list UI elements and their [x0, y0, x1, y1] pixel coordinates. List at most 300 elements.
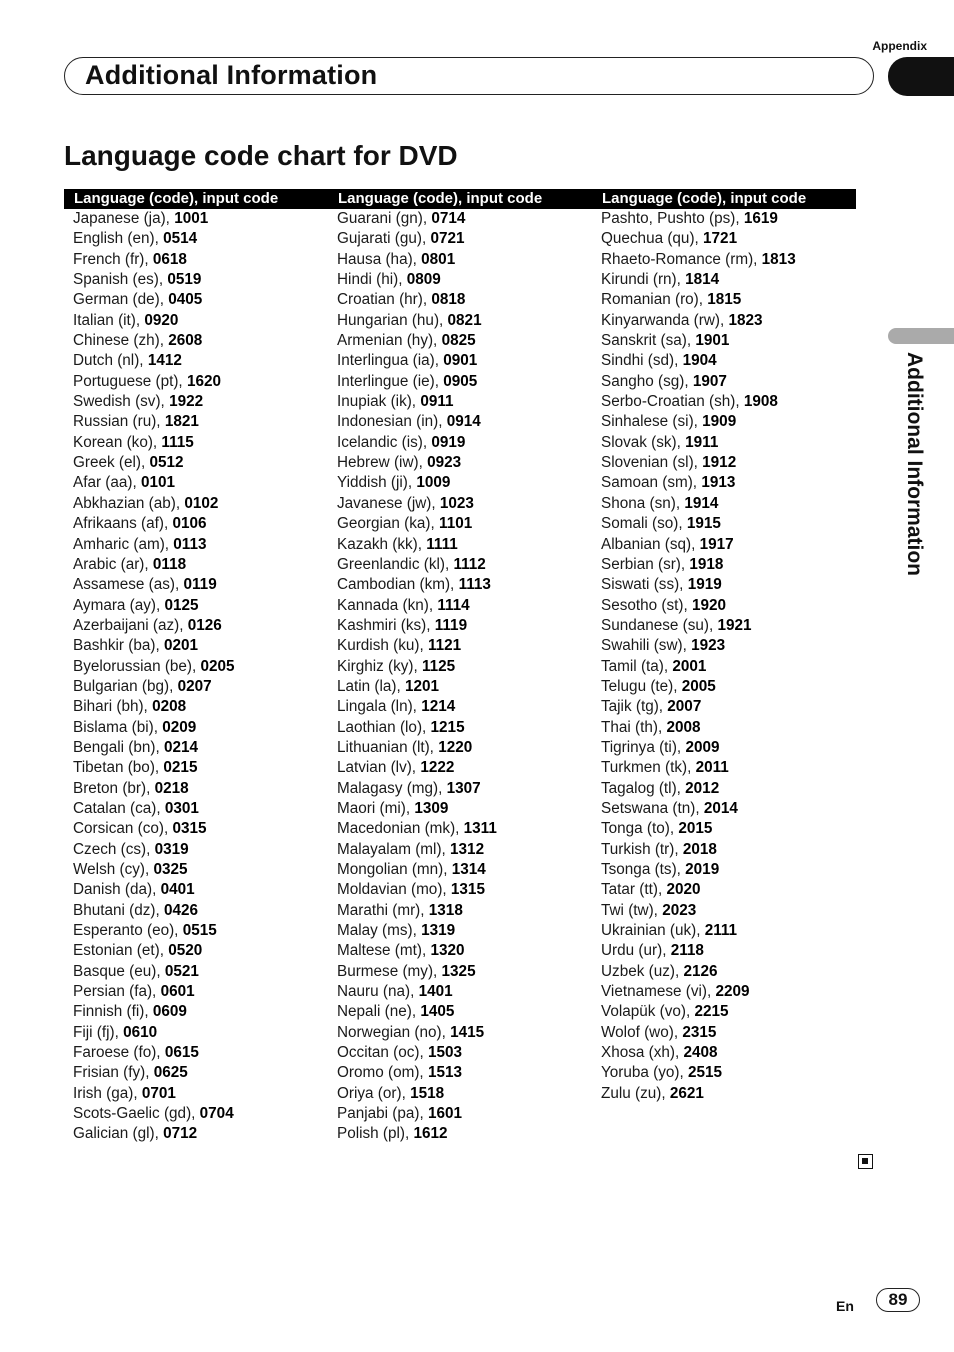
language-name: Maori (mi),: [337, 799, 415, 817]
language-name: Kurdish (ku),: [337, 637, 428, 655]
language-name: Burmese (my),: [337, 962, 442, 980]
language-row: [73, 290, 331, 310]
input-code: 2012: [685, 779, 720, 797]
language-row: [73, 351, 331, 371]
language-name: Yoruba (yo),: [601, 1064, 689, 1082]
language-row: [601, 1063, 859, 1083]
language-name: Albanian (sq),: [601, 535, 700, 553]
side-tab-label: Additional Information: [903, 352, 926, 576]
language-name: Esperanto (eo),: [73, 922, 183, 940]
language-name: Volapük (vo),: [601, 1003, 695, 1021]
input-code: 2020: [666, 881, 701, 899]
language-row: [337, 535, 595, 555]
input-code: 1405: [420, 1003, 455, 1021]
input-code: 0319: [154, 840, 189, 858]
language-name: Amharic (am),: [73, 535, 174, 553]
language-row: [73, 433, 331, 453]
language-row: [73, 758, 331, 778]
language-name: Inupiak (ik),: [337, 393, 421, 411]
language-row: [337, 657, 595, 677]
language-row: [337, 1063, 595, 1083]
input-code: 1813: [761, 250, 796, 268]
language-row: [337, 901, 595, 921]
language-name: Aymara (ay),: [73, 596, 165, 614]
language-name: Cambodian (km),: [337, 576, 459, 594]
input-code: 1115: [161, 433, 194, 451]
input-code: 0207: [177, 677, 212, 695]
language-row: [601, 392, 859, 412]
language-row: [337, 351, 595, 371]
language-row: [73, 1063, 331, 1083]
language-row: [73, 860, 331, 880]
input-code: 1309: [414, 799, 449, 817]
input-code: 2018: [682, 840, 717, 858]
input-code: 1503: [427, 1044, 462, 1062]
footer-language: En: [836, 1298, 854, 1314]
language-row: [601, 209, 859, 229]
language-name: Catalan (ca),: [73, 799, 165, 817]
input-code: 0919: [431, 433, 466, 451]
input-code: 0201: [163, 637, 198, 655]
language-name: Setswana (tn),: [601, 799, 704, 817]
input-code: 0218: [154, 779, 189, 797]
language-name: Hausa (ha),: [337, 250, 422, 268]
language-name: Javanese (jw),: [337, 494, 440, 512]
language-name: Hungarian (hu),: [337, 311, 448, 329]
language-name: Croatian (hr),: [337, 291, 432, 309]
language-name: Latvian (lv),: [337, 759, 421, 777]
language-name: Czech (cs),: [73, 840, 155, 858]
input-code: 0515: [182, 922, 217, 940]
input-code: 0512: [149, 454, 184, 472]
input-code: 2408: [683, 1044, 718, 1062]
input-code: 0119: [183, 576, 217, 594]
end-mark-icon: [858, 1154, 873, 1169]
language-name: Slovak (sk),: [601, 433, 686, 451]
language-name: Kinyarwanda (rw),: [601, 311, 729, 329]
language-name: Kirghiz (ky),: [337, 657, 422, 675]
language-name: Bulgarian (bg),: [73, 677, 178, 695]
input-code: 1125: [422, 657, 456, 675]
input-code: 0106: [172, 515, 207, 533]
language-name: Tonga (to),: [601, 820, 679, 838]
language-name: Lingala (ln),: [337, 698, 422, 716]
language-name: Ukrainian (uk),: [601, 922, 705, 940]
input-code: 0610: [123, 1023, 158, 1041]
column-header-2: Language (code), input code: [338, 190, 543, 207]
input-code: 1823: [728, 311, 763, 329]
language-row: [337, 250, 595, 270]
input-code: 2111: [704, 922, 738, 940]
input-code: 0818: [431, 291, 466, 309]
language-row: [337, 982, 595, 1002]
language-row: [337, 880, 595, 900]
column-header-1: Language (code), input code: [74, 190, 279, 207]
language-name: Polish (pl),: [337, 1125, 414, 1143]
language-name: Portuguese (pt),: [73, 372, 187, 390]
input-code: 1311: [463, 820, 497, 838]
input-code: 1312: [450, 840, 485, 858]
language-row: [73, 697, 331, 717]
language-row: [337, 229, 595, 249]
language-row: [337, 575, 595, 595]
language-row: [337, 779, 595, 799]
language-row: [601, 860, 859, 880]
input-code: 1009: [416, 474, 451, 492]
language-name: Basque (eu),: [73, 962, 165, 980]
input-code: 0215: [163, 759, 198, 777]
language-name: Sinhalese (si),: [601, 413, 703, 431]
input-code: 1919: [687, 576, 722, 594]
language-name: Interlingue (ie),: [337, 372, 444, 390]
input-code: 1918: [689, 555, 724, 573]
input-code: 1612: [413, 1125, 448, 1143]
language-row: [601, 575, 859, 595]
input-code: 1901: [695, 332, 730, 350]
language-name: Yiddish (ji),: [337, 474, 417, 492]
language-name: Fiji (fj),: [73, 1023, 124, 1041]
language-row: [337, 209, 595, 229]
language-name: Siswati (ss),: [601, 576, 688, 594]
language-row: [337, 840, 595, 860]
language-name: Maltese (mt),: [337, 942, 431, 960]
input-code: 1112: [453, 555, 486, 573]
language-name: Welsh (cy),: [73, 861, 154, 878]
language-name: Samoan (sm),: [601, 474, 702, 492]
input-code: 1619: [743, 210, 778, 227]
language-row: [601, 229, 859, 249]
language-row: [73, 494, 331, 514]
input-code: 1907: [692, 372, 727, 390]
input-code: 2215: [694, 1003, 729, 1021]
input-code: 1315: [450, 881, 485, 899]
language-name: Breton (br),: [73, 779, 155, 797]
language-name: Chinese (zh),: [73, 332, 169, 350]
language-name: Italian (it),: [73, 311, 145, 329]
language-name: Urdu (ur),: [601, 942, 671, 960]
input-code: 1412: [147, 352, 182, 370]
language-name: Kirundi (rn),: [601, 271, 686, 289]
language-row: [601, 453, 859, 473]
input-code: 0901: [443, 352, 478, 370]
language-row: [73, 596, 331, 616]
language-row: [73, 1002, 331, 1022]
language-row: [73, 575, 331, 595]
input-code: 0701: [141, 1084, 176, 1102]
language-row: [73, 616, 331, 636]
input-code: 0914: [446, 413, 481, 431]
input-code: 0923: [427, 454, 462, 472]
language-row: [337, 555, 595, 575]
language-name: Danish (da),: [73, 881, 161, 899]
input-code: 1920: [691, 596, 726, 614]
language-name: Malagasy (mg),: [337, 779, 447, 797]
language-name: Corsican (co),: [73, 820, 173, 838]
language-name: Abkhazian (ab),: [73, 494, 185, 512]
appendix-label: Appendix: [872, 39, 927, 53]
input-code: 0401: [160, 881, 195, 899]
language-row: [601, 982, 859, 1002]
language-row: [73, 901, 331, 921]
input-code: 0325: [153, 861, 188, 878]
language-row: [73, 880, 331, 900]
input-code: 1214: [421, 698, 456, 716]
language-row: [73, 372, 331, 392]
input-code: 0712: [163, 1125, 198, 1143]
language-row: [601, 901, 859, 921]
language-name: Rhaeto-Romance (rm),: [601, 250, 762, 268]
language-row: [601, 677, 859, 697]
language-name: Gujarati (gu),: [337, 230, 431, 248]
input-code: 1220: [438, 738, 473, 756]
language-name: Swedish (sv),: [73, 393, 170, 411]
language-name: Swahili (sw),: [601, 637, 692, 655]
language-row: [73, 799, 331, 819]
input-code: 0214: [163, 738, 199, 756]
language-name: Twi (tw),: [601, 901, 663, 919]
column-header-3: Language (code), input code: [602, 190, 807, 207]
input-code: 2209: [715, 983, 750, 1001]
language-name: Persian (fa),: [73, 983, 161, 1001]
language-row: [73, 311, 331, 331]
language-row: [601, 779, 859, 799]
language-name: Faroese (fo),: [73, 1044, 165, 1062]
language-row: [337, 473, 595, 493]
language-name: Azerbaijani (az),: [73, 616, 188, 634]
input-code: 1923: [691, 637, 726, 655]
input-code: 0911: [420, 393, 454, 411]
language-row: [601, 941, 859, 961]
input-code: 1215: [430, 718, 465, 736]
input-code: 0519: [167, 271, 202, 289]
language-name: Hindi (hi),: [337, 271, 407, 289]
language-row: [601, 636, 859, 656]
language-row: [337, 718, 595, 738]
input-code: 1909: [702, 413, 737, 431]
input-code: 1314: [451, 861, 486, 878]
language-row: [337, 921, 595, 941]
language-name: Nauru (na),: [337, 983, 419, 1001]
language-name: Tajik (tg),: [601, 698, 668, 716]
language-row: [337, 860, 595, 880]
language-name: Afrikaans (af),: [73, 515, 173, 533]
language-row: [73, 392, 331, 412]
language-row: [337, 758, 595, 778]
language-name: Tamil (ta),: [601, 657, 673, 675]
language-name: Somali (so),: [601, 515, 687, 533]
language-name: Sesotho (st),: [601, 596, 692, 614]
language-name: Zulu (zu),: [601, 1084, 670, 1102]
language-row: [337, 1002, 595, 1022]
input-code: 2515: [688, 1064, 723, 1082]
input-code: 0809: [406, 271, 441, 289]
language-row: [337, 962, 595, 982]
language-name: Wolof (wo),: [601, 1023, 683, 1041]
language-row: [73, 514, 331, 534]
language-row: [73, 412, 331, 432]
language-name: Tibetan (bo),: [73, 759, 164, 777]
language-row: [601, 250, 859, 270]
input-code: 0704: [199, 1105, 234, 1123]
language-name: Laothian (lo),: [337, 718, 431, 736]
input-code: 0801: [421, 250, 456, 268]
language-row: [73, 941, 331, 961]
language-row: [73, 331, 331, 351]
language-name: Indonesian (in),: [337, 413, 447, 431]
language-name: Bhutani (dz),: [73, 901, 164, 919]
input-code: 1318: [428, 901, 463, 919]
language-name: Moldavian (mo),: [337, 881, 451, 899]
language-row: [601, 351, 859, 371]
input-code: 1912: [702, 454, 737, 472]
input-code: 1911: [685, 433, 719, 451]
language-name: Shona (sn),: [601, 494, 685, 512]
language-row: [73, 453, 331, 473]
language-row: [337, 453, 595, 473]
language-name: Bislama (bi),: [73, 718, 163, 736]
language-row: [73, 738, 331, 758]
language-name: Bashkir (ba),: [73, 637, 164, 655]
language-row: [73, 555, 331, 575]
language-row: [337, 616, 595, 636]
input-code: 1111: [426, 535, 458, 553]
input-code: 0205: [200, 657, 235, 675]
language-name: Afar (aa),: [73, 474, 142, 492]
language-row: [73, 636, 331, 656]
input-code: 1620: [186, 372, 221, 390]
language-row: [601, 840, 859, 860]
language-row: [73, 677, 331, 697]
input-code: 1922: [169, 393, 204, 411]
language-row: [337, 1043, 595, 1063]
language-name: German (de),: [73, 291, 169, 309]
language-name: Serbo-Croatian (sh),: [601, 393, 744, 411]
input-code: 1121: [427, 637, 462, 655]
input-code: 2009: [685, 738, 720, 756]
input-code: 1921: [717, 616, 752, 634]
language-row: [73, 1023, 331, 1043]
input-code: 2019: [685, 861, 720, 878]
language-name: Estonian (et),: [73, 942, 169, 960]
language-name: Guarani (gn),: [337, 210, 432, 227]
language-row: [601, 799, 859, 819]
language-name: Pashto, Pushto (ps),: [601, 210, 744, 227]
input-code: 1914: [684, 494, 719, 512]
language-row: [73, 1084, 331, 1104]
input-code: 1601: [427, 1105, 463, 1123]
input-code: 0825: [441, 332, 476, 350]
input-code: 1319: [421, 922, 456, 940]
language-row: [601, 1023, 859, 1043]
language-name: Vietnamese (vi),: [601, 983, 716, 1001]
language-row: [337, 697, 595, 717]
language-row: [601, 473, 859, 493]
language-row: [337, 311, 595, 331]
input-code: 1415: [450, 1023, 485, 1041]
language-row: [601, 535, 859, 555]
input-code: 0315: [172, 820, 207, 838]
input-code: 0821: [447, 311, 482, 329]
language-name: Japanese (ja),: [73, 210, 175, 227]
input-code: 2118: [670, 942, 704, 960]
language-row: [337, 392, 595, 412]
input-code: 1904: [682, 352, 717, 370]
input-code: 0625: [153, 1064, 188, 1082]
language-row: [337, 412, 595, 432]
language-row: [73, 250, 331, 270]
table-header: [64, 189, 856, 209]
language-row: [337, 819, 595, 839]
input-code: 0125: [164, 596, 199, 614]
language-row: [73, 1124, 331, 1144]
language-row: [337, 1124, 595, 1144]
language-name: Telugu (te),: [601, 677, 682, 695]
language-row: [601, 311, 859, 331]
language-name: Korean (ko),: [73, 433, 162, 451]
language-row: [73, 982, 331, 1002]
input-code: 1913: [701, 474, 736, 492]
input-code: 0101: [141, 474, 176, 492]
language-name: Frisian (fy),: [73, 1064, 154, 1082]
language-row: [601, 372, 859, 392]
input-code: 0301: [164, 799, 199, 817]
input-code: 0601: [160, 983, 195, 1001]
language-name: French (fr),: [73, 250, 153, 268]
language-row: [601, 718, 859, 738]
language-name: Sindhi (sd),: [601, 352, 683, 370]
language-row: [337, 1084, 595, 1104]
language-name: Interlingua (ia),: [337, 352, 444, 370]
input-code: 0208: [152, 698, 187, 716]
language-name: Irish (ga),: [73, 1084, 142, 1102]
language-row: [73, 473, 331, 493]
language-name: Quechua (qu),: [601, 230, 704, 248]
language-name: Bihari (bh),: [73, 698, 153, 716]
language-row: [601, 596, 859, 616]
input-code: 0113: [173, 535, 207, 553]
input-code: 1513: [427, 1064, 462, 1082]
input-code: 2126: [683, 962, 718, 980]
language-name: Oromo (om),: [337, 1064, 428, 1082]
language-row: [601, 962, 859, 982]
language-column-3: [601, 209, 859, 1104]
language-name: Tigrinya (ti),: [601, 738, 686, 756]
language-row: [73, 209, 331, 229]
input-code: 2015: [678, 820, 713, 838]
language-row: [73, 779, 331, 799]
language-name: Sundanese (su),: [601, 616, 718, 634]
input-code: 1814: [685, 271, 720, 289]
language-row: [601, 433, 859, 453]
input-code: 0514: [163, 230, 198, 248]
input-code: 1917: [699, 535, 734, 553]
input-code: 0405: [168, 291, 203, 309]
input-code: 1518: [410, 1084, 445, 1102]
input-code: 1119: [434, 616, 468, 634]
input-code: 1325: [441, 962, 476, 980]
input-code: 2014: [703, 799, 738, 817]
language-name: Sanskrit (sa),: [601, 332, 696, 350]
language-name: Kashmiri (ks),: [337, 616, 435, 634]
language-name: Turkmen (tk),: [601, 759, 696, 777]
language-name: Occitan (oc),: [337, 1044, 428, 1062]
side-tab-marker: [888, 328, 954, 344]
language-name: Icelandic (is),: [337, 433, 432, 451]
language-name: Hebrew (iw),: [337, 454, 428, 472]
input-code: 1113: [458, 576, 491, 594]
language-name: English (en),: [73, 230, 164, 248]
language-name: Galician (gl),: [73, 1125, 164, 1143]
